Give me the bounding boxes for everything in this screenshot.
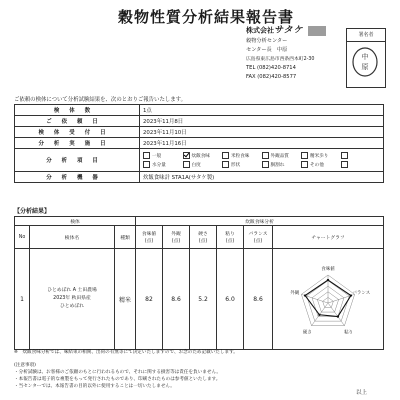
- seal-stamp-icon: [351, 46, 379, 78]
- results-group-header: [15, 217, 384, 226]
- notes-block: [14, 362, 221, 390]
- col-header-stickiness-unit: (点): [225, 239, 235, 244]
- col-header-appearance-unit: (点): [171, 239, 181, 244]
- company-block: [246, 26, 342, 82]
- analysis-item-grid: [143, 152, 380, 168]
- chart-cell: [273, 249, 384, 350]
- checkbox-icon: [143, 152, 150, 159]
- radar-axis-label: 硬さ: [302, 330, 312, 336]
- seal-stamp-text-1: 中: [361, 53, 369, 61]
- analysis-item-label: 白度: [191, 162, 201, 168]
- row-no: 1: [15, 249, 30, 350]
- analysis-item: [183, 161, 223, 168]
- analysis-item: [222, 161, 262, 168]
- row-value-stickiness: 6.0: [217, 249, 244, 350]
- notes-line: ・本報告書は電子的な複製をもって発行されたものであり、印刷されたものは参考値といたします。: [14, 377, 221, 382]
- col-header-appearance-name: 外観: [171, 232, 181, 237]
- company-name-prefix: 株式会社: [246, 26, 274, 35]
- radar-chart: [282, 253, 374, 345]
- info-label: 分析機器: [15, 172, 140, 183]
- analysis-item: [262, 161, 302, 168]
- row-type: 精米: [115, 249, 136, 350]
- info-table: [14, 104, 384, 183]
- checkbox-icon: [222, 152, 229, 159]
- col-header-score-unit: (点): [144, 239, 154, 244]
- checkbox-icon: [262, 161, 269, 168]
- analysis-item-label: その他: [310, 162, 324, 168]
- row-value-score: 82: [136, 249, 163, 350]
- radar-axis-label: バランス: [352, 291, 371, 297]
- analysis-item-label: 胴割れ: [270, 162, 285, 168]
- analysis-item: [143, 161, 183, 168]
- sample-name-line-3: ひとめぼれ: [60, 304, 84, 309]
- company-stamp-icon: [308, 26, 326, 36]
- checkbox-icon: [262, 152, 269, 159]
- info-label: 分析実施日: [15, 138, 140, 149]
- radar-data-point: [318, 314, 320, 316]
- info-value: 炊飯食味計 STA1A(サタケ製): [140, 172, 384, 183]
- row-value-hardness: 5.2: [190, 249, 217, 350]
- group-header-sample: 検体: [15, 217, 136, 226]
- results-note: ※ 炊飯食味分析では、味結束の相関、出荷の有無等にて決定いたしますので、お念のため記載いたします。: [14, 350, 238, 355]
- seal-label: 署名者: [347, 29, 385, 42]
- results-column-header: [15, 226, 384, 249]
- company-dept: 穀物分析センター: [246, 37, 288, 44]
- radar-data-point: [327, 279, 329, 281]
- analysis-item-label: 精米歩り: [310, 153, 329, 159]
- col-header-stickiness: [217, 226, 244, 249]
- col-header-score: [136, 226, 163, 249]
- checkbox-icon: [183, 152, 190, 159]
- row-value-balance: 8.6: [244, 249, 273, 350]
- company-address: 広島県東広島市西条西本町2-30: [246, 56, 315, 62]
- radar-data-point: [304, 294, 306, 296]
- col-header-stickiness-name: 粘り: [225, 232, 235, 237]
- analysis-item-label: 水分量: [152, 162, 166, 168]
- analysis-item: [222, 152, 262, 159]
- checkbox-icon: [301, 152, 308, 159]
- col-header-balance-name: バランス: [248, 232, 268, 237]
- results-section-title: 【分析結果】: [14, 208, 51, 215]
- col-header-chart: チャートグラフ: [273, 226, 384, 249]
- info-row: [15, 105, 384, 116]
- radar-axis-label: 食味値: [321, 267, 335, 272]
- seal-stamp-text-2: 原: [361, 63, 369, 71]
- info-row-analysis-items: [15, 149, 384, 172]
- company-brand: サタケ: [274, 25, 304, 36]
- col-header-hardness-name: 硬さ: [198, 232, 208, 237]
- col-header-no: No: [15, 226, 30, 249]
- analysis-item: [341, 152, 381, 159]
- row-value-appearance: 8.6: [163, 249, 190, 350]
- radar-axis-label: 粘り: [344, 330, 354, 336]
- info-row: [15, 116, 384, 127]
- col-header-hardness: [190, 226, 217, 249]
- checkbox-icon: [341, 152, 348, 159]
- col-header-balance: [244, 226, 273, 249]
- analysis-item: [301, 161, 341, 168]
- col-header-appearance: [163, 226, 190, 249]
- col-header-score-name: 食味値: [141, 232, 157, 237]
- info-value: 2023年11月16日: [140, 138, 384, 149]
- results-table: [14, 216, 384, 350]
- analysis-item-label: 一般: [152, 153, 162, 159]
- info-label: ご依頼日: [15, 116, 140, 127]
- company-head: センター長 中原: [246, 46, 288, 53]
- col-header-hardness-unit: (点): [198, 239, 208, 244]
- intro-text: ご依頼の検体について分析試験結果を、次のとおりご報告いたします。: [14, 97, 186, 103]
- analysis-item-label: 炊飯食味: [191, 153, 210, 159]
- analysis-item: [301, 152, 341, 159]
- report-title: 穀物性質分析結果報告書: [118, 8, 295, 26]
- analysis-item: [262, 152, 302, 159]
- info-row: [15, 138, 384, 149]
- info-row: [15, 172, 384, 183]
- info-label: 検体数: [15, 105, 140, 116]
- row-sample-name: [30, 249, 115, 350]
- radar-data-point: [337, 315, 339, 317]
- info-value: 1点: [140, 105, 384, 116]
- info-value: 2023年11月10日: [140, 127, 384, 138]
- info-row: [15, 127, 384, 138]
- col-header-name: 検体名: [30, 226, 115, 249]
- analysis-item-label: 形状: [231, 162, 241, 168]
- col-header-balance-unit: (点): [253, 239, 263, 244]
- radar-axis-label: 外観: [290, 291, 300, 297]
- analysis-item: [143, 152, 183, 159]
- company-tel: TEL (082)420-8714: [246, 64, 296, 71]
- sample-name-line-2: 2023年 秋田県産: [53, 296, 91, 301]
- notes-line: ・分析試験は、お客様のご依頼のもとに行われるもので、それに関する損害等は責任を負いません。: [14, 370, 221, 375]
- analysis-item: [183, 152, 223, 159]
- sample-name-line-1: ひとめぼれ A 土田農場: [47, 288, 97, 293]
- seal-box: [346, 28, 386, 88]
- info-value: 2023年11月8日: [140, 116, 384, 127]
- checkbox-icon: [222, 161, 229, 168]
- checkbox-icon: [143, 161, 150, 168]
- checkbox-icon: [341, 161, 348, 168]
- checkbox-icon: [301, 161, 308, 168]
- company-fax: FAX (082)420-8577: [246, 73, 297, 80]
- notes-line: ・当センターでは、本報告書の目的以外に使用することは一切いたしません。: [14, 384, 175, 389]
- analysis-item-label: 外観品質: [270, 153, 289, 159]
- notes-heading: (注意事項): [14, 363, 36, 368]
- analysis-item: [341, 161, 381, 168]
- info-label: 分析項目: [15, 149, 140, 172]
- checkbox-icon: [183, 161, 190, 168]
- results-row: [15, 249, 384, 350]
- col-header-type: 種類: [115, 226, 136, 249]
- analysis-items-cell: [140, 149, 384, 172]
- info-label: 検体受付日: [15, 127, 140, 138]
- group-header-taste: 炊飯食味分析: [136, 217, 384, 226]
- radar-data-point: [350, 294, 352, 296]
- analysis-item-label: 米粒食味: [231, 153, 250, 159]
- end-mark: 以上: [356, 390, 368, 396]
